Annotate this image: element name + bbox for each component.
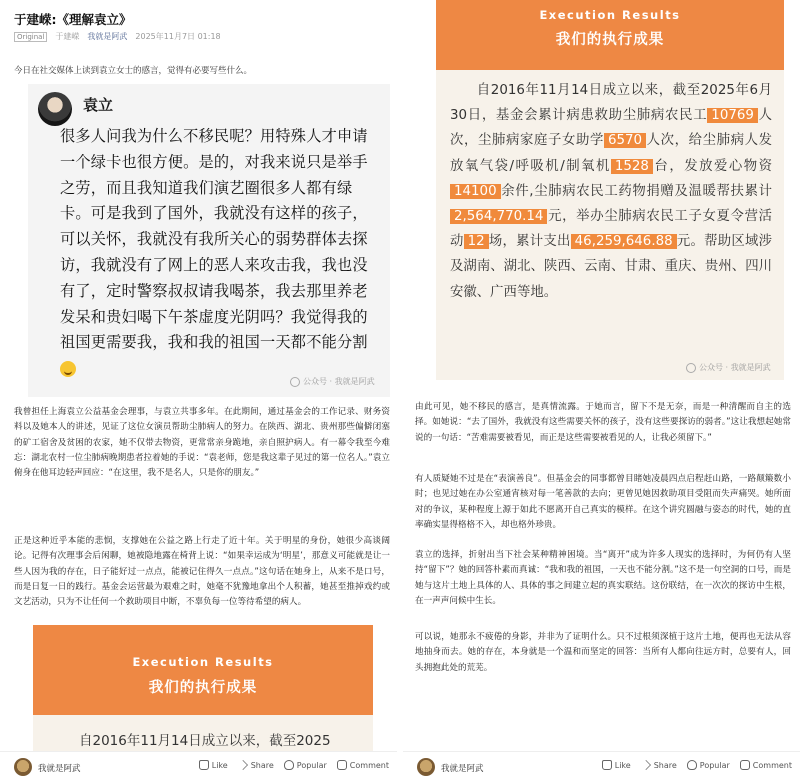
action-buttons — [602, 760, 792, 770]
comment-icon — [740, 760, 750, 770]
results-text: 元。帮助区域涉及湖南、湖北、陕西、云南、甘肃、重庆、贵州、四川安徽、广西等地。 — [450, 234, 772, 300]
students-aided-value: 6570 — [604, 133, 646, 148]
article-paragraph: 我曾担任上海袁立公益基金会理事，与袁立共事多年。在此期间，通过基金会的工作记录、财务资料以及她本人的讲述，见证了这位女演员帮助尘肺病人的努力。在陕西、湖北、贵州那些偏僻闭塞的矿工宿舍及贫困的农家，她不仅带去物资，更常常亲身跪地，亲自照护病人。有一幕令我至今难忘：湖北农村一位尘肺病晚期患者拉着她的手说：“袁老师，您是我这辈子见过的第一位名人。”袁立俯身在他耳边轻声回应：“在这里，我不是名人，只是你的朋友。” — [14, 407, 390, 479]
share-icon — [238, 760, 248, 770]
bottom-action-bar — [403, 751, 800, 781]
article-meta — [14, 31, 221, 42]
article-paragraph: 由此可见，她不移民的感言，是真情流露。于她而言，留下不是无奈，而是一种清醒而自主的选择。如她说：“去了国外，我就没有这些需要关怀的孩子，没有这些要探访的弱者。”这让我想起她常说的一句话：“苦难需要被看见，而正是这些需要被看见的人，让我必须留下。” — [415, 402, 791, 443]
comment-button[interactable] — [740, 760, 792, 770]
supplies-value: 14100 — [450, 184, 501, 199]
article-paragraph: 正是这种近乎本能的悲悯，支撑她在公益之路上行走了近十年。关于明星的身份，她很少高谈阔论。记得有次理事会后闲聊，她被隐地露在椅背上说：“如果幸运成为‘明星’，那意义可能就是让一些人因为我的存在，日子能好过一点点，能被记住得久一点点。”这句话在她身上，从来不是口号，而是日复一日的践行。基金会运营最为艰难之时，她毫不犹豫地拿出个人积蓄，她甚至推掉戏约或文艺活动，只为不让任何一个救助项目中断，不辜负每一位等待希望的病人。 — [14, 536, 390, 608]
watermark-text: 公众号 · 我就是阿武 — [699, 363, 771, 372]
popular-button[interactable] — [284, 760, 327, 770]
avatar — [38, 92, 72, 126]
execution-results-cn: 我们的执行成果 — [148, 680, 258, 696]
share-label: Share — [250, 760, 274, 770]
devices-value: 1528 — [611, 159, 653, 174]
account-name[interactable]: 我就是阿武 — [441, 764, 484, 774]
like-button[interactable] — [199, 760, 228, 770]
execution-results-header — [436, 0, 784, 70]
execution-results-header — [33, 625, 373, 715]
heart-icon — [687, 760, 697, 770]
like-button[interactable] — [602, 760, 631, 770]
camps-value: 12 — [464, 234, 489, 249]
comment-label: Comment — [752, 760, 792, 770]
article-paragraph: 袁立的选择，折射出当下社会某种精神困境。当“离开”成为许多人现实的选择时，为何仍有人坚持“留下”？她的回答朴素而真诚：“我和我的祖国，一天也不能分割。”这不是一句空洞的口号，而是她与这片土地上具体的人、具体的事之间建立起的真实联结。这份联结，在一次次的探访中生根，在一声声问候中生长。 — [415, 550, 791, 606]
action-buttons — [199, 760, 389, 770]
wechat-icon — [686, 363, 696, 373]
like-label: Like — [614, 760, 631, 770]
thumbs-up-icon — [199, 760, 209, 770]
popular-label: Popular — [296, 760, 327, 770]
execution-results-text — [450, 78, 772, 305]
results-text: 余件,尘肺病农民工药物捐赠及温暖帮扶累计 — [500, 183, 772, 199]
watermark — [290, 376, 375, 387]
medicine-aid-value: 2,564,770.14 — [450, 209, 547, 224]
quoted-post — [28, 84, 390, 397]
original-badge: Original — [14, 32, 47, 42]
execution-results-card — [33, 625, 373, 751]
publish-datetime: 2025年11月7日 01:18 — [135, 32, 221, 41]
results-text: 自2016年11月14日成立以来，截至2025年6月30日，基金会累计病患救助尘肺病农民工 — [450, 83, 772, 124]
right-article-screenshot — [403, 0, 800, 781]
thumbs-up-icon — [602, 760, 612, 770]
heart-icon — [284, 760, 294, 770]
results-text: 人次，尘肺病家庭子女助学 — [450, 108, 772, 149]
execution-results-card — [436, 0, 784, 380]
results-text: 元，举办尘肺病农民工子女夏令营活动 — [450, 209, 772, 250]
account-avatar[interactable] — [417, 758, 435, 776]
author-name[interactable]: 于建嵘 — [55, 32, 80, 41]
left-article-screenshot — [0, 0, 397, 781]
execution-results-cn: 我们的执行成果 — [555, 32, 665, 48]
watermark-text: 公众号 · 我就是阿武 — [303, 377, 375, 386]
bottom-action-bar — [0, 751, 397, 781]
like-label: Like — [211, 760, 228, 770]
account-avatar[interactable] — [14, 758, 32, 776]
article-title: 于建嵘:《理解袁立》 — [14, 12, 132, 27]
popular-button[interactable] — [687, 760, 730, 770]
quote-body: 很多人问我为什么不移民呢？用特殊人才申请一个绿卡也很方便。是的，对我来说只是举手之劳，而且我知道我们演艺圈很多人都有绿卡。可是我到了国外，我就没有这样的孩子，可以关怀，我就没有我所关心的弱势群体去探访，我就没有了网上的恶人来攻击我，我也没有了，定时警察叔叔请我喝茶，我去那里养老发呆和贵妇喝下午茶虚度光阴吗？我觉得我的祖国更需要我，我和我的祖国一天都不能分割 — [60, 127, 368, 352]
results-text: 场，累计支出 — [488, 234, 571, 250]
account-link[interactable]: 我就是阿武 — [87, 32, 128, 41]
quote-text — [60, 124, 380, 382]
results-text: 人次，给尘肺病人发放氧气袋/呼吸机/制氧机 — [450, 133, 773, 174]
share-label: Share — [653, 760, 677, 770]
execution-results-en: Execution Results — [132, 655, 274, 669]
patients-helped-value: 10769 — [707, 108, 758, 123]
popular-label: Popular — [699, 760, 730, 770]
wechat-icon — [290, 377, 300, 387]
results-text: 台，发放爱心物资 — [652, 158, 773, 174]
share-button[interactable] — [641, 760, 677, 770]
comment-label: Comment — [349, 760, 389, 770]
quote-author-name: 袁立 — [83, 96, 114, 114]
article-paragraph: 有人质疑她不过是在“表演善良”。但基金会的同事都曾目睹她凌晨四点启程赶山路，一路颠簸数小时；也见过她在办公室通宵核对每一笔善款的去向；更曾见她因救助项目受阻而失声痛哭。她所面对的争议，某种程度上源于如此不愿离开自己真实的模样。在这个讲究圆融与姿态的时代，她的直率确实显得格格不入，却也格外珍贵。 — [415, 474, 791, 530]
smile-emoji-icon — [60, 361, 76, 377]
article-paragraph: 可以说，她那永不疲倦的身影，并非为了证明什么。只不过根须深植于这片土地，便再也无法从容地抽身而去。她的存在，本身就是一个温和而坚定的回答：当所有人都向往远方时，总要有人，回头拥抱此处的荒芜。 — [415, 632, 791, 673]
share-button[interactable] — [238, 760, 274, 770]
execution-results-text: 自2016年11月14日成立以来，截至2025 — [79, 733, 331, 749]
comment-icon — [337, 760, 347, 770]
share-icon — [641, 760, 651, 770]
comment-button[interactable] — [337, 760, 389, 770]
total-expenditure-value: 46,259,646.88 — [571, 234, 677, 249]
execution-results-en: Execution Results — [539, 8, 681, 22]
account-name[interactable]: 我就是阿武 — [38, 764, 81, 774]
article-intro: 今日在社交媒体上读到袁立女士的感言，觉得有必要写些什么。 — [14, 66, 253, 76]
watermark — [686, 362, 771, 373]
